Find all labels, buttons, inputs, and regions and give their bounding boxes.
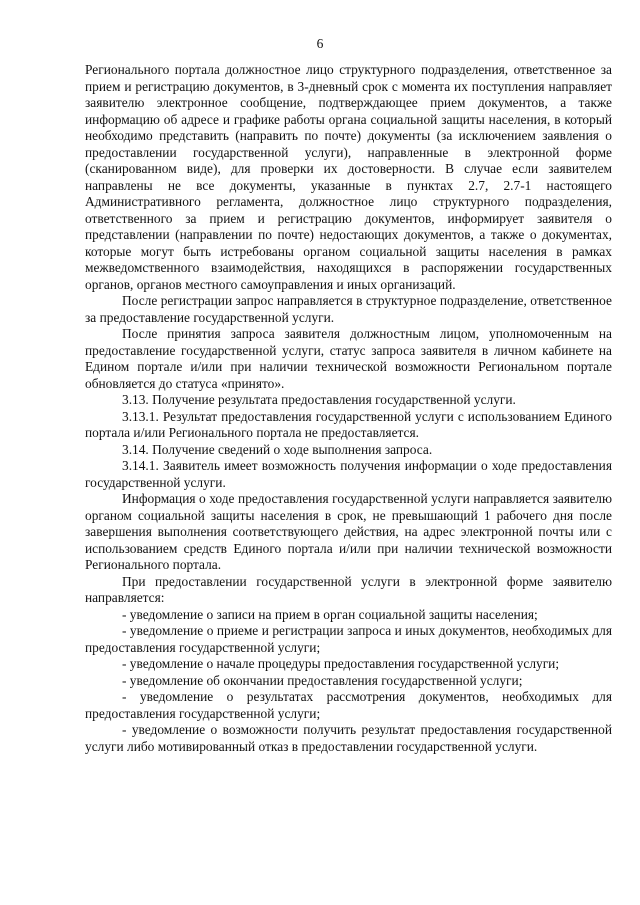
page-number: 6 <box>316 36 324 51</box>
list-item: - уведомление о результатах рассмотрения документов, необходимых для предоставления государственной услуги; <box>85 689 612 721</box>
paragraph-request-routing: После регистрации запрос направляется в структурное подразделение, ответственное за предоставление государственной услуги. <box>85 293 612 325</box>
paragraph-status-accepted: После принятия запроса заявителя должностным лицом, уполномоченным на предоставление государственной услуги, статус запроса заявителя в личном кабинете на Едином портале и/или при наличии технической возможности Региональном портале обновляется до статуса «принято». <box>85 326 612 391</box>
paragraph-notifications-intro: При предоставлении государственной услуги в электронной форме заявителю направляется: <box>85 573 612 605</box>
section-heading-3-14: 3.14. Получение сведений о ходе выполнения запроса. <box>122 441 433 457</box>
list-item: - уведомление о приеме и регистрации запроса и иных документов, необходимых для предоставления государственной услуги; <box>85 623 612 655</box>
list-item: - уведомление о записи на прием в орган социальной защиты населения; <box>122 606 538 622</box>
list-item: - уведомление о начале процедуры предоставления государственной услуги; <box>122 656 560 671</box>
list-item: - уведомление о возможности получить результат предоставления государственной услуги либо мотивированный отказ в предоставлении государственной услуги. <box>85 722 612 754</box>
paragraph-registration-message: Регионального портала должностное лицо структурного подразделения, ответственное за прием и регистрацию документов, в 3-дневный срок с момента их поступления направляет заявителю электронное сообщение, подтверждающее прием документов, а также информацию об адресе и графике работы органа социальной защиты населения, в который необходимо представить (направить по почте) документы (за исключением заявления о предоставлении государственной услуги), направленные в электронной форме (сканированном виде), для проверки их достоверности. В случае если заявителем направлены не все документы, указанные в пунктах 2.7, 2.7-1 настоящего Административного регламента, должностное лицо структурного подразделения, ответственного за прием и регистрацию документов, информирует заявителя о представлении (направлении по почте) недостающих документов, а также о документах, которые могут быть истребованы органом социальной защиты населения в рамках межведомственного взаимодействия, находящихся в распоряжении государственных органов, органов местного самоуправления и иных организаций. <box>85 62 612 292</box>
document-body <box>85 62 612 755</box>
list-item: - уведомление об окончании предоставления государственной услуги; <box>122 672 523 688</box>
paragraph-3-13-1: 3.13.1. Результат предоставления государственной услуги с использованием Единого портала и/или Регионального портала не предоставляется. <box>85 408 612 440</box>
paragraph-3-14-1: 3.14.1. Заявитель имеет возможность получения информации о ходе предоставления государственной услуги. <box>85 458 612 490</box>
paragraph-progress-info: Информация о ходе предоставления государственной услуги направляется заявителю органом социальной защиты населения в срок, не превышающий 1 рабочего дня после завершения выполнения соответствующего действия, на адрес электронной почты или с использованием средств Единого портала и/или при наличии технической возможности Регионального портала. <box>85 491 612 572</box>
section-heading-3-13: 3.13. Получение результата предоставления государственной услуги. <box>122 392 516 407</box>
